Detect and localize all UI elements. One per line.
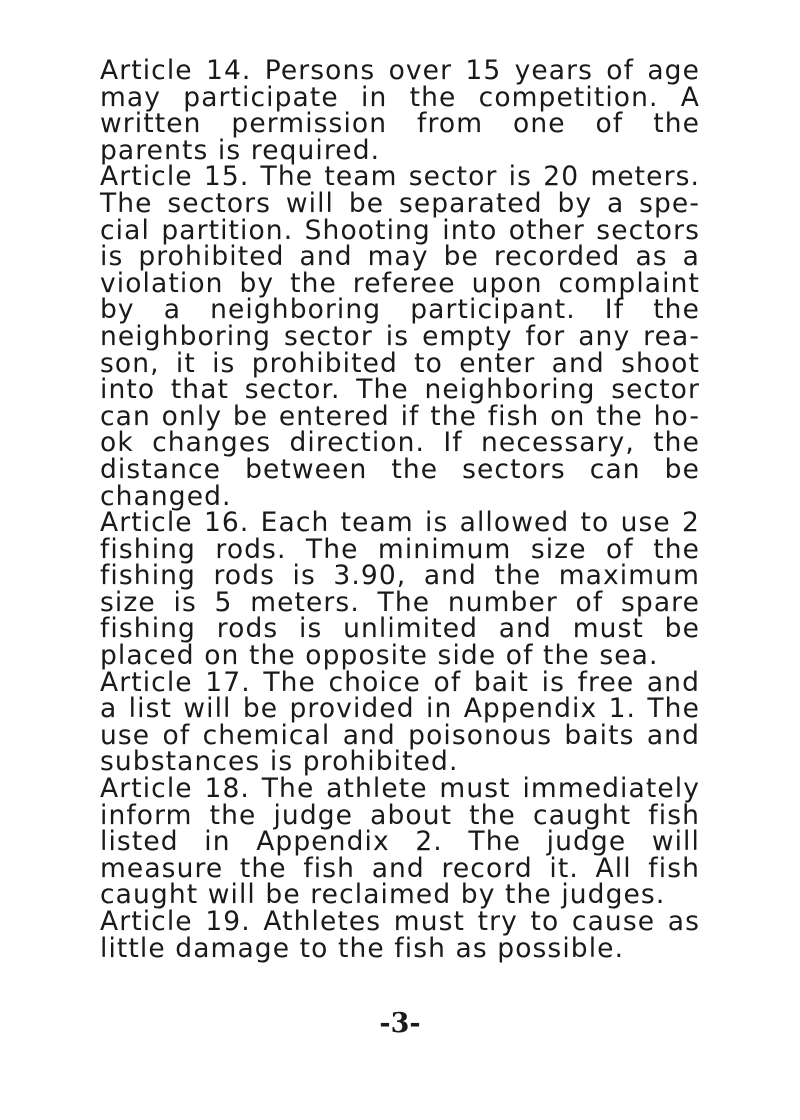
text-line: fishing rods. The minimum size of the: [100, 533, 700, 565]
text-line: is prohibited and may be recorded as a: [100, 241, 700, 273]
text-line: use of chemical and poisonous baits and: [100, 719, 700, 751]
text-line: cial partition. Shooting into other sectors: [100, 214, 700, 246]
text-line: listed in Appendix 2. The judge will: [100, 826, 700, 858]
text-line: Article 15. The team sector is 20 meters.: [100, 161, 700, 193]
text-line: fishing rods is 3.90, and the maximum: [100, 560, 700, 592]
text-line: may participate in the competition. A: [100, 81, 700, 113]
text-line: violation by the referee upon complaint: [100, 267, 700, 299]
text-line: distance between the sectors can be: [100, 453, 700, 485]
article-15: [100, 161, 700, 512]
text-line: neighboring sector is empty for any rea-: [100, 320, 700, 352]
text-line: parents is required.: [100, 134, 381, 166]
text-line: son, it is prohibited to enter and shoot: [100, 347, 700, 379]
text-line: little damage to the fish as possible.: [100, 932, 625, 964]
text-line: Article 17. The choice of bait is free and: [100, 666, 700, 698]
text-line: changed.: [100, 480, 232, 512]
text-line: The sectors will be separated by a spe-: [100, 187, 700, 219]
text-line: measure the fish and record it. All fish: [100, 852, 700, 884]
text-line: Article 14. Persons over 15 years of age: [100, 55, 700, 86]
text-line: a list will be provided in Appendix 1. The: [100, 693, 700, 725]
body-text: [100, 55, 700, 964]
text-line: size is 5 meters. The number of spare: [100, 586, 700, 618]
article-16: [100, 507, 700, 672]
page-number: -3-: [379, 1008, 421, 1039]
text-line: written permission from one of the: [100, 108, 700, 140]
text-line: can only be entered if the fish on the ho-: [100, 400, 700, 432]
text-line: Article 18. The athlete must immediately: [100, 773, 700, 805]
text-line: Article 19. Athletes must try to cause as: [100, 906, 700, 937]
text-line: into that sector. The neighboring sector: [100, 374, 700, 406]
article-17: [100, 666, 700, 778]
text-line: Article 16. Each team is allowed to use 2: [100, 507, 700, 539]
article-19: [100, 906, 700, 964]
text-line: inform the judge about the caught fish: [100, 799, 700, 831]
text-line: placed on the opposite side of the sea.: [100, 640, 659, 672]
text-line: caught will be reclaimed by the judges.: [100, 879, 666, 911]
text-line: fishing rods is unlimited and must be: [100, 613, 700, 645]
article-18: [100, 773, 700, 911]
article-14: [100, 55, 700, 166]
text-line: by a neighboring participant. If the: [100, 294, 700, 326]
text-line: ok changes direction. If necessary, the: [100, 427, 700, 459]
text-line: substances is prohibited.: [100, 746, 459, 778]
